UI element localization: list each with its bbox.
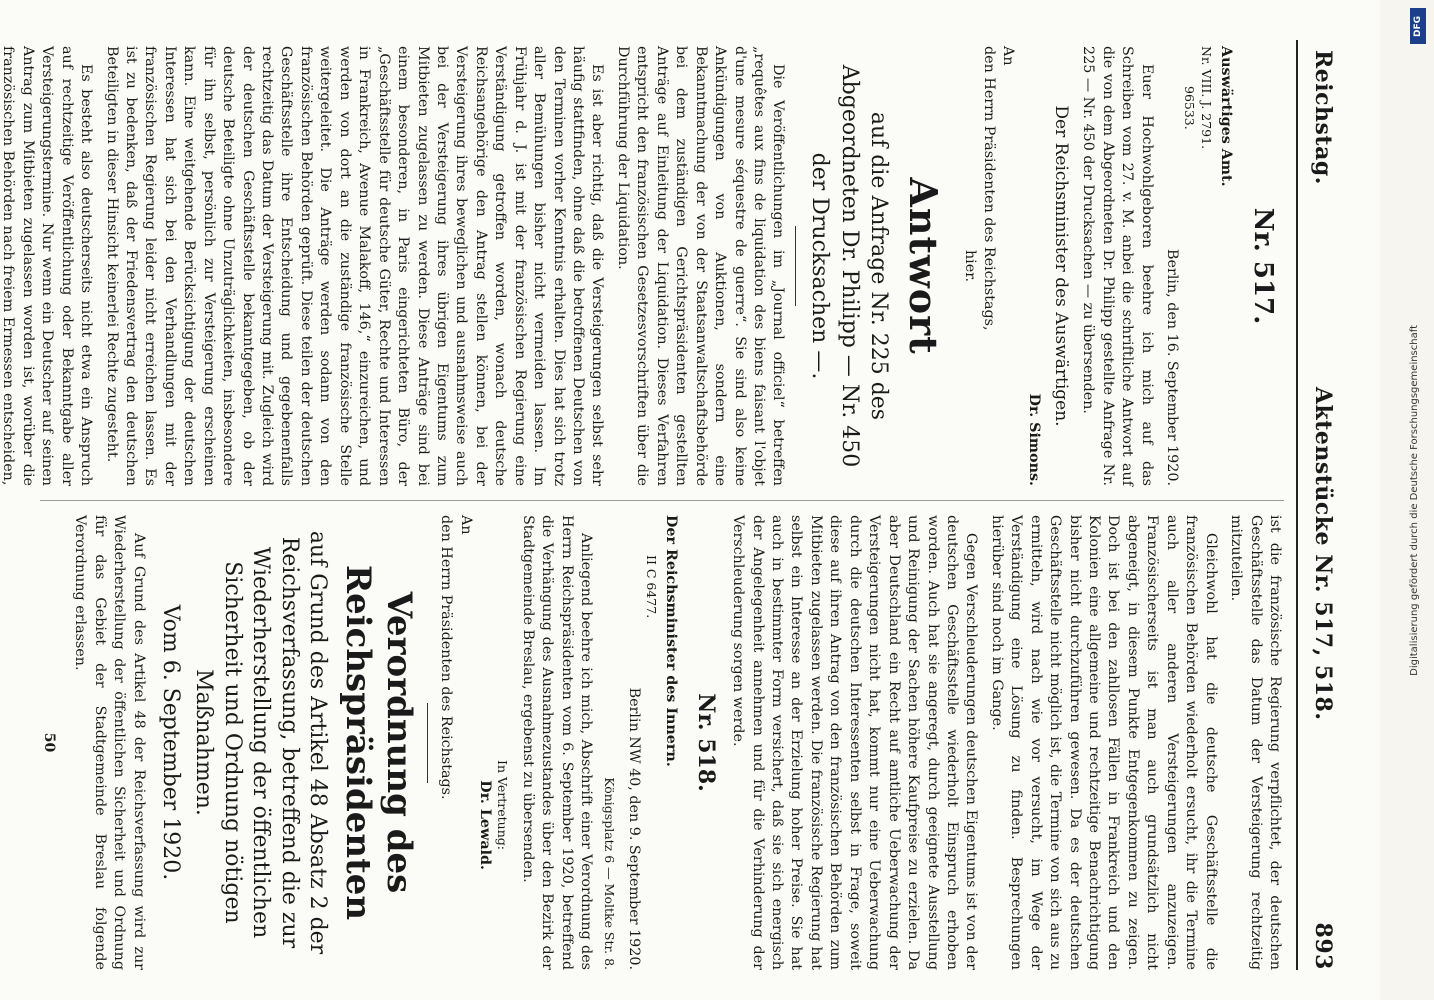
doc-518-address: Königsplatz 6 — Moltke Str. 8. (601, 777, 617, 970)
antwort-title: Antwort (901, 177, 947, 355)
doc-518-office: Der Reichsminister des Innern. (662, 515, 679, 767)
doc-518-date: Berlin NW 40, den 9. September 1920. (626, 687, 643, 970)
antwort-subtitle: auf die Anfrage Nr. 225 des Abgeordneten Dr. Philipp — Nr. 450 der Drucksachen —. (807, 64, 892, 468)
antwort-paragraph-4: Gleichwohl hat die deutsche Geschäftsstelle die französischen Behörden wiederholt ersucht, ihr die Termine auch aller anderen Versteigerungen anzuzeigen. Französischerseits ist man auch grundsätzlich nicht abgeneigt, in diesem Punkte Entgegenkommen zu zeigen. Doch ist bei den zahllosen Fällen in Frankreich und den Kolonien eine allgemeine und rechtzeitige Benachrichtigung bisher nicht durchzuführen gewesen. Da es der deutschen Geschäftsstelle nicht möglich ist, die Termine von sich aus zu ermitteln, wird nach wie vor versucht, im Wege der Verständigung eine Lösung zu finden. Besprechungen hierüber sind noch im Gange. (988, 515, 1219, 970)
antwort-paragraph-cont: ist die französische Regierung verpflichtet, der deutschen Geschäftsstelle das Datum der Versteigerung rechtzeitig mitzuteilen. (1228, 515, 1283, 970)
doc-517-recipient: den Herrn Präsidenten des Reichstags, (981, 46, 998, 331)
doc-518-letter: Anliegend beehre ich mich, Abschrift einer Verordnung des Herrn Reichspräsidenten vom 6. September 1920, betreffend die Verhängung des Ausnahmezustandes über den Bezirk der Stadtgemeinde Breslau, ergebenst zu übersenden. (519, 515, 594, 970)
header-rule (1296, 40, 1298, 970)
page-number: 893 (1310, 922, 1336, 970)
verordnung-text: Auf Grund des Artikel 48 der Reichsverfassung wird zur Wiederherstellung der öffentlichen Sicherheit und Ordnung für das Gebiet der Stadtgemeinde Breslau folgende Verordnung erlassen. (72, 515, 147, 970)
dfg-logo: DFG (1410, 8, 1426, 44)
doc-517-ref2: 96533. (1182, 86, 1198, 130)
doc-518-to: An (457, 515, 474, 535)
doc-517-sender-title: Der Reichsminister des Auswärtigen. (1051, 105, 1072, 427)
digitization-credit: Digitalisierung gefördert durch die Deutsche Forschungsgemeinschaft (1408, 324, 1420, 676)
doc-517-recipient-place: hier. (961, 249, 978, 283)
doc-517-letter: Euer Hochwohlgeboren beehre ich mich auf das Schreiben vom 27. v. M. anbei die schriftliche Antwort auf die von dem Abgeordneten Dr. Philipp gestellte Anfrage Nr. 225 — Nr. 450 der Drucksachen — zu übersenden. (1080, 46, 1155, 486)
doc-517-number: Nr. 517. (1248, 207, 1278, 325)
doc-517-date: Berlin, den 16. September 1920. (1164, 249, 1181, 486)
antwort-paragraph-3: Es besteht also deutscherseits nicht etwa ein Anspruch auf rechtzeitige Veröffentlichung oder Bekanntgabe aller Versteigerungstermine. Nur wenn ein Deutscher auf seinen Antrag zum Mitbieten zugelassen worden ist, worüber die französischen Behörden nach freiem Ermessen entscheiden, (0, 46, 95, 486)
doc-517-sender-name: Dr. Simons. (1025, 393, 1042, 486)
doc-518-recipient: den Herrn Präsidenten des Reichstags. (438, 515, 455, 800)
digitization-sidebar (1400, 0, 1428, 1000)
right-column (40, 515, 1284, 970)
verordnung-subtitle: auf Grund des Artikel 48 Absatz 2 der Reichsverfassung, betreffend die zur Wiederherstellung der öffentlichen Sicherheit und Ordnung nötigen Maßnahmen. (190, 530, 331, 955)
page-header (1306, 50, 1340, 970)
header-center: Aktenstücke Nr. 517, 518. (1310, 386, 1336, 721)
doc-518-number: Nr. 518. (692, 693, 719, 792)
doc-517-ref1: Nr. VIII. J. 2791. (1199, 46, 1215, 150)
antwort-paragraph-5: Gegen Verschleuderungen deutschen Eigentums ist von der deutschen Geschäftsstelle wiederholt Einspruch erhoben worden. Auch hat sie angeregt, durch geeignete Ausstellung und Reinigung der Sachen höhere Kaufpreise zu erzielen. Da aber Deutschland ein Recht auf amtliche Ueberwachung der Versteigerungen nicht hat, kommt nur eine Ueberwachung durch die deutschen Interessenten selbst in Frage, soweit diese auf ihren Antrag von den französischen Behörden zum Mitbieten zugelassen werden. Die französische Regierung hat selbst ein Interesse an der Erzielung hoher Preise. Sie hat auch in bestimmter Form versichert, daß sie sich energisch der Angelegenheit annehmen und für die Verhinderung der Verschleuderung sorgen werde. (730, 515, 980, 970)
divider (427, 703, 428, 783)
doc-517-to: An (1000, 46, 1017, 66)
antwort-paragraph-1: Die Veröffentlichungen im „Journal officiel“ betreffen „requêtes aux fins de liquidation des biens faisant l'objet d'une mesure séquestre de guerre“. Sie sind also keine Ankündigungen von Auktionen, sondern eine Bekanntmachung der von der Staatsanwaltschaftsbehörde bei dem zuständigen Gerichtspräsidenten gestellten Anträge auf Einleitung der Liquidation. Dieses Verfahren entspricht den französischen Gesetzesvorschriften über die Durchführung der Liquidation. (614, 46, 787, 486)
doc-518-sender-name: Dr. Lewald. (477, 780, 494, 870)
column-divider (40, 500, 1284, 501)
doc-518-deputy: In Vertretung: (495, 760, 511, 850)
antwort-paragraph-2: Es ist aber richtig, daß die Versteigerungen selbst sehr häufig stattfinden, ohne daß die betroffenen Deutschen von den Terminen vorher Kenntnis erhalten. Dies hat sich trotz aller Bemühungen bisher nicht vermeiden lassen. Im Frühjahr d. J. ist mit der französischen Regierung eine Verständigung getroffen worden, wonach deutsche Reichsangehörige den Antrag stellen können, bei der Versteigerung ihres beweglichen und ausnahmsweise auch bei der Versteigerung ihres übrigen Eigentums zum Mitbieten zugelassen zu werden. Diese Anträge sind bei einem besonderen, in Paris eingerichteten Büro, der „Geschäftsstelle für deutsche Güter, Rechte und Interessen in Frankreich, Avenue Malakoff, 146,“ einzureichen, und werden von dort an die zuständige französische Stelle weitergeleitet. Die Anträge werden sodann von den französischen Behörden geprüft. Diese teilen der deutschen Geschäftsstelle ihre Entscheidung und gegebenenfalls rechtzeitig das Datum der Versteigerung mit. Zugleich wird der deutschen Geschäftsstelle bekanntgegeben, ob der deutsche Beteiligte ohne Unzuträglichkeiten, insbesondere für ihn selbst, persönlich zur Versteigerung erscheinen kann. Eine weitgehende Berücksichtigung der deutschen Interessen hat sich bei den Verhandlungen mit der französischen Regierung leider nicht erreichen lassen. Es ist zu bedenken, daß der Friedensvertrag den deutschen Beteiligten in dieser Hinsicht keinerlei Rechte zugesteht. (103, 46, 606, 486)
left-column (0, 46, 1284, 486)
header-left: Reichstag. (1310, 50, 1336, 185)
verordnung-title: Verordnung des Reichspräsidenten (338, 564, 419, 921)
doc-518-ref: II C 6477. (644, 555, 660, 619)
divider (795, 226, 796, 306)
verordnung-date: Vom 6. September 1920. (158, 604, 184, 881)
doc-517-office: Auswärtiges Amt. (1217, 46, 1234, 187)
sheet-signature: 50 (41, 732, 57, 753)
